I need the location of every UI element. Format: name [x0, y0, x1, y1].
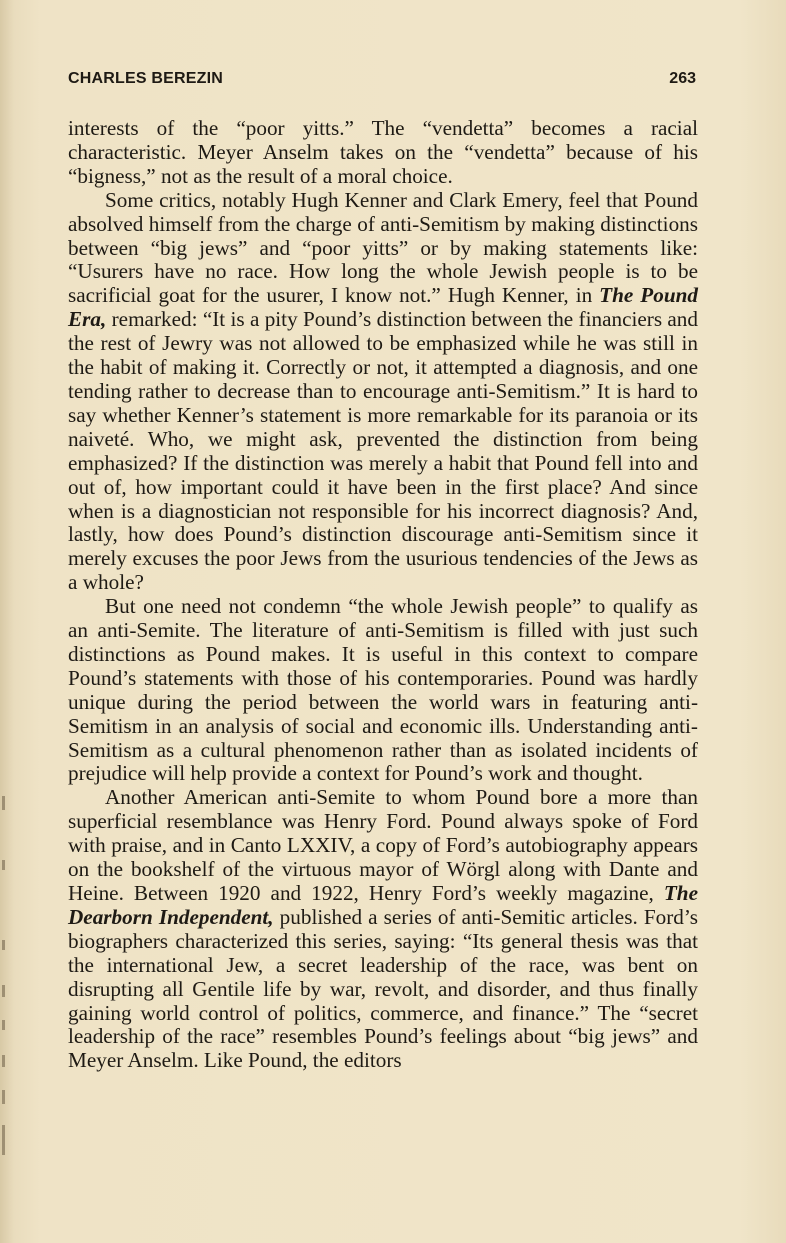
text-segment: Some critics, notably Hugh Kenner and Clark Emery, feel that Pound absolved himself from the charge of anti-Semitism by making distinctions between “big jews” and “poor yitts” or by making statements like: “Usurers have no race. How long the whole Jewish people is to be sacrificial goat for the usurer, I know not.” Hugh Kenner, in — [68, 187, 698, 308]
body-text — [68, 117, 698, 1073]
text-segment: interests of the “poor yitts.” The “vendetta” becomes a racial characteristic. Meyer Anselm takes on the “vendetta” because of his “bigness,” not as the result of a moral choice. — [68, 116, 698, 188]
text-segment: But one need not condemn “the whole Jewish people” to qualify as an anti-Semite. The literature of anti-Semitism is filled with just such distinctions as Pound makes. It is useful in this context to compare Pound’s statements with those of his contemporaries. Pound was hardly unique during the period between the world wars in featuring anti-Semitism in an analysis of social and economic ills. Understanding anti-Semitism as a cultural phenomenon rather than as isolated incidents of prejudice will help provide a context for Pound’s work and thought. — [68, 594, 698, 786]
italic-title: The Pound Era, — [68, 283, 698, 332]
text-segment: published a series of anti-Semitic articles. Ford’s biographers characterized this series, saying: “Its general thesis was that the international Jew, a secret leadership of the race, was bent on disrupting all Gentile life by war, revolt, and disorder, and thus finally gaining world control of politics, commerce, and finance.” The “secret leadership of the race” resembles Pound’s feelings about “big jews” and Meyer Anselm. Like Pound, the editors — [68, 904, 698, 1073]
text-segment: Another American anti-Semite to whom Pound bore a more than superficial resemblance was Henry Ford. Pound always spoke of Ford with praise, and in Canto LXXIV, a copy of Ford’s autobiography appears on the bookshelf of the virtuous mayor of Wörgl along with Dante and Heine. Between 1920 and 1922, Henry Ford’s weekly magazine, — [68, 785, 698, 905]
italic-title: The Dearborn Independent, — [68, 881, 698, 929]
page-header — [68, 70, 696, 92]
paragraph — [68, 117, 698, 189]
page-number: 263 — [669, 70, 696, 87]
paragraph — [68, 595, 698, 786]
text-segment: remarked: “It is a pity Pound’s distinction between the financiers and the rest of Jewry was not allowed to be emphasized while he was still in the habit of making it. Correctly or not, it attempted a diagnosis, and one tending rather to decrease than to encourage anti-Semitism.” It is hard to say whether Kenner’s statement is more remarkable for its paranoia or its naiveté. Who, we might ask, prevented the distinction from being emphasized? If the distinction was merely a habit that Pound fell into and out of, how important could it have been in the first place? And since when is a diagnostician not responsible for his incorrect diagnosis? And, lastly, how does Pound’s distinction discourage anti-Semitism since it merely excuses the poor Jews from the usurious tendencies of the Jews as a whole? — [68, 307, 698, 595]
running-head: CHARLES BEREZIN — [68, 70, 224, 87]
paragraph — [68, 786, 698, 1073]
paragraph — [68, 189, 698, 595]
